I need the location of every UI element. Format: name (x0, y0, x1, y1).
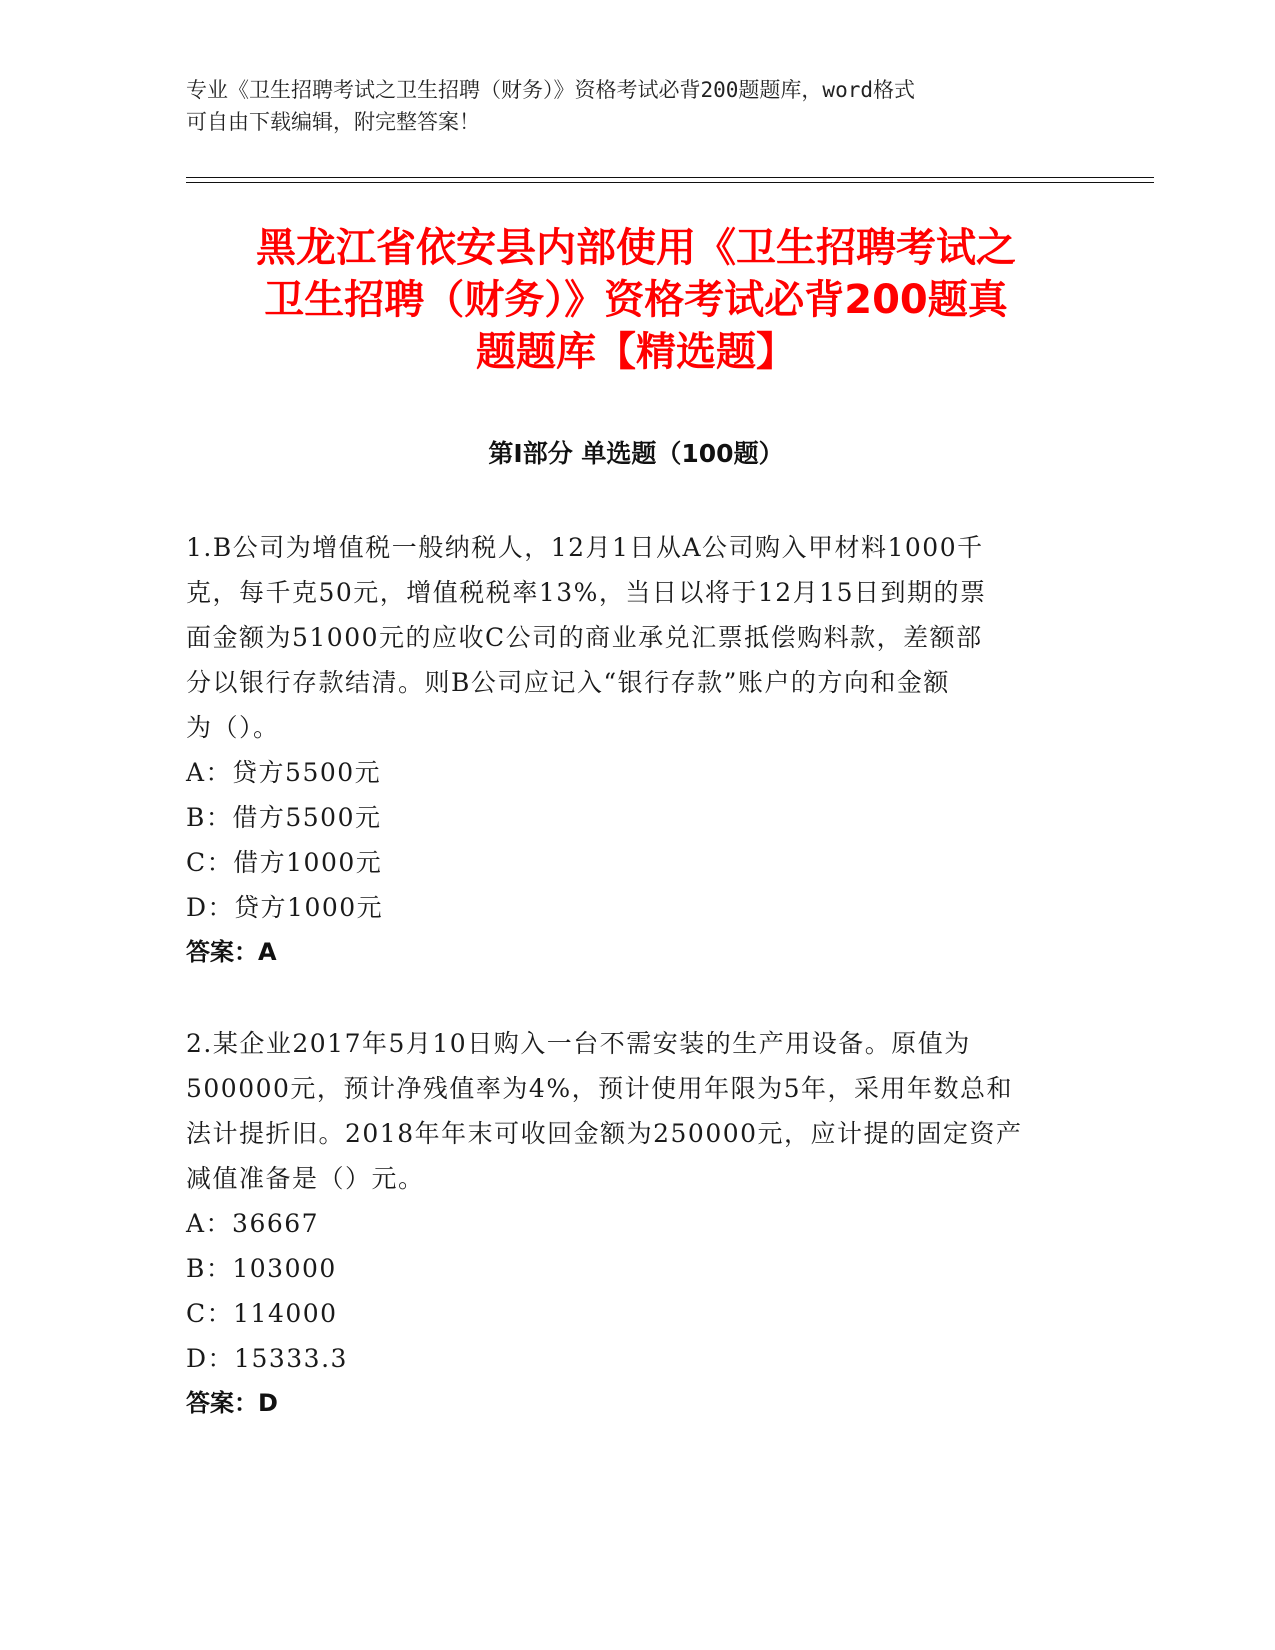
document-title-line: 题题库【精选题】 (476, 329, 796, 375)
document-title (186, 222, 1086, 378)
section-title: 第Ⅰ部分 单选题（100题） (488, 439, 784, 468)
option-b: B：借方5500元 (186, 803, 382, 832)
question-text-line: 2.某企业2017年5月10日购入一台不需安装的生产用设备。原值为 (186, 1029, 971, 1058)
header-divider-top (186, 177, 1154, 178)
document-title-line: 卫生招聘（财务）》资格考试必背200题真 (264, 277, 1008, 323)
option-b: B：103000 (186, 1254, 337, 1283)
option-a: A：贷方5500元 (186, 758, 382, 787)
question-2 (186, 1021, 1086, 1426)
option-a: A：36667 (186, 1209, 320, 1238)
question-1 (186, 525, 1086, 975)
answer: 答案：A (186, 938, 277, 966)
question-text-line: 500000元，预计净残值率为4%，预计使用年限为5年，采用年数总和 (186, 1074, 1014, 1103)
question-text-line: 面金额为51000元的应收C公司的商业承兑汇票抵偿购料款，差额部 (186, 623, 983, 652)
header-note-line: 专业《卫生招聘考试之卫生招聘（财务）》资格考试必背200题题库，word格式 (186, 78, 915, 102)
option-c: C：114000 (186, 1299, 338, 1328)
option-c: C：借方1000元 (186, 848, 383, 877)
question-text-line: 法计提折旧。2018年年末可收回金额为250000元，应计提的固定资产 (186, 1119, 1023, 1148)
question-text-line: 为（）。 (186, 713, 280, 742)
question-text-line: 分以银行存款结清。则B公司应记入“银行存款”账户的方向和金额 (186, 668, 950, 697)
document-title-line: 黑龙江省依安县内部使用《卫生招聘考试之 (256, 225, 1016, 271)
header-note-line: 可自由下载编辑，附完整答案！ (186, 110, 480, 134)
header-note (186, 74, 1066, 138)
question-text-line: 1.B公司为增值税一般纳税人，12月1日从A公司购入甲材料1000千 (186, 533, 984, 562)
question-text-line: 减值准备是（）元。 (186, 1164, 425, 1193)
question-text-line: 克，每千克50元，增值税税率13%，当日以将于12月15日到期的票 (186, 578, 987, 607)
option-d: D：15333.3 (186, 1344, 348, 1373)
option-d: D：贷方1000元 (186, 893, 384, 922)
answer: 答案：D (186, 1389, 278, 1417)
header-divider-bottom (186, 182, 1154, 183)
